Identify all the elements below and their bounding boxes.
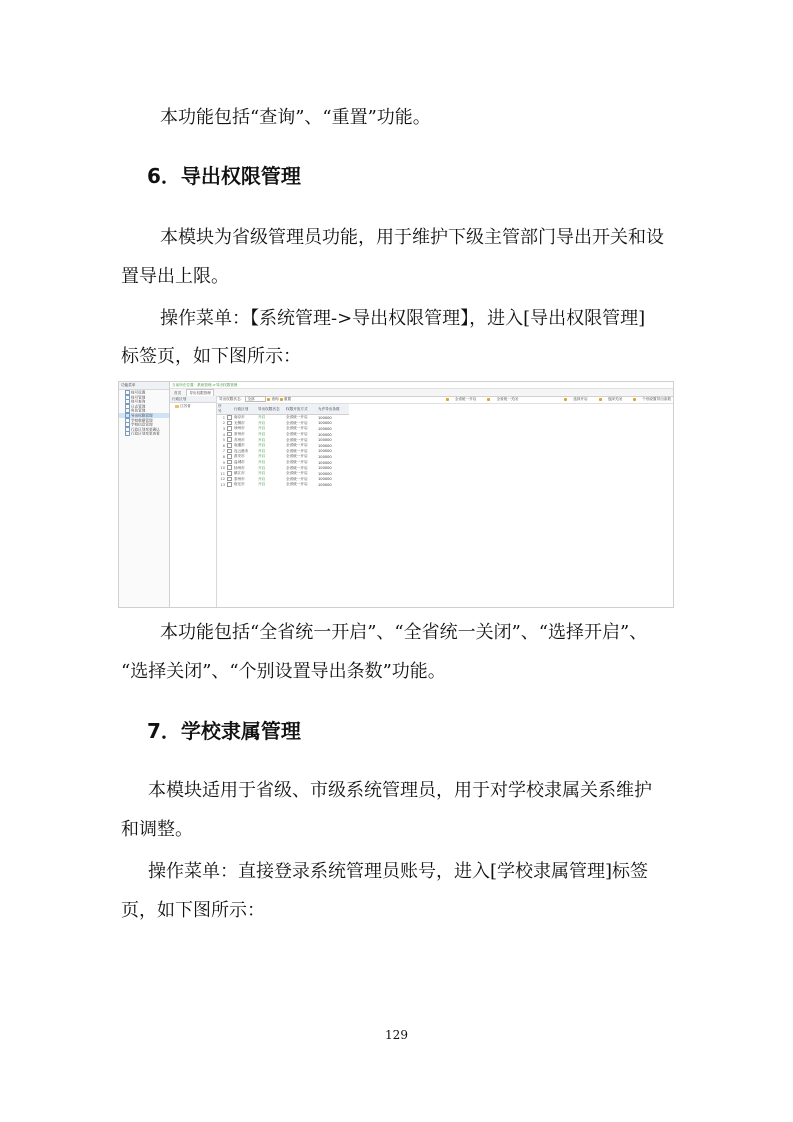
cell-mode: 全省统一开启 bbox=[286, 432, 308, 437]
sidebar-item-label: 账号查询 bbox=[131, 399, 146, 404]
cell-idx: 3 bbox=[222, 426, 225, 431]
breadcrumb: 当前所在位置：系统管理->导出权限管理 bbox=[170, 382, 673, 389]
sidebar-item-label: 行政区划变更确认 bbox=[131, 427, 160, 432]
cell-region: 常州市 bbox=[234, 432, 245, 437]
function-menu-sidebar bbox=[119, 382, 170, 607]
cell-mode: 全省统一开启 bbox=[286, 426, 308, 431]
cell-mode: 全省统一开启 bbox=[286, 476, 308, 481]
cell-limit: 100000 bbox=[318, 426, 332, 431]
section-heading-export-permission: 6．导出权限管理 bbox=[147, 164, 301, 188]
cell-status: 开启 bbox=[258, 432, 266, 437]
col-status: 导出权限状态 bbox=[257, 404, 285, 415]
cell-status: 开启 bbox=[258, 448, 266, 453]
cell-idx: 2 bbox=[222, 421, 225, 426]
cell-idx: 7 bbox=[222, 449, 225, 454]
page-number: 129 bbox=[385, 1028, 408, 1042]
all-on-button[interactable] bbox=[441, 397, 477, 401]
cell-region: 连云港市 bbox=[234, 448, 249, 453]
status-filter-select[interactable]: 全部 bbox=[245, 396, 266, 402]
cell-status: 开启 bbox=[258, 454, 266, 459]
select-on-label: 选择开启 bbox=[573, 397, 588, 401]
tree-header: 行政区划 bbox=[170, 396, 216, 403]
cell-status: 开启 bbox=[258, 460, 266, 465]
cell-mode: 全省统一开启 bbox=[286, 454, 308, 459]
cell-region: 南京市 bbox=[234, 415, 245, 420]
cell-limit: 100000 bbox=[318, 466, 332, 471]
filter-label: 导出权限状态： bbox=[219, 397, 245, 401]
paragraph-school-menu-line1: 操作菜单：直接登录系统管理员账号，进入[学校隶属管理]标签 bbox=[148, 861, 649, 882]
sidebar-item[interactable] bbox=[119, 431, 169, 436]
paragraph-query-reset: 本功能包括“查询”、“重置”功能。 bbox=[160, 107, 431, 128]
tab-export-permission[interactable]: 导出权限管理 bbox=[186, 389, 214, 397]
paragraph-school-desc-line1: 本模块适用于省级、市级系统管理员，用于对学校隶属关系维护 bbox=[148, 780, 652, 801]
select-on-button[interactable] bbox=[559, 397, 587, 401]
cell-status: 开启 bbox=[258, 471, 266, 476]
paragraph-module-desc-line1: 本模块为省级管理员功能，用于维护下级主管部门导出开关和设 bbox=[160, 227, 664, 248]
select-off-label: 选择关闭 bbox=[607, 397, 623, 401]
cell-status: 开启 bbox=[258, 437, 266, 442]
enable-icon bbox=[446, 398, 449, 401]
cell-limit: 100000 bbox=[318, 443, 332, 448]
set-count-label: 个别设置导出条数 bbox=[642, 397, 671, 401]
sidebar-item-label: 账号管理 bbox=[131, 395, 146, 400]
col-mode: 权限开放方式 bbox=[285, 404, 317, 415]
cell-region: 宿迁市 bbox=[234, 482, 245, 487]
cell-mode: 全省统一开启 bbox=[286, 443, 308, 448]
reset-label: 重置 bbox=[283, 397, 291, 401]
all-off-button[interactable] bbox=[482, 397, 518, 401]
cell-region: 盐城市 bbox=[234, 460, 245, 465]
embedded-screenshot bbox=[118, 381, 674, 608]
sidebar-item-label: 学校数据管理 bbox=[131, 418, 153, 423]
cell-idx: 9 bbox=[222, 460, 225, 465]
cell-idx: 12 bbox=[220, 477, 225, 482]
tab-home[interactable]: 首页 bbox=[174, 391, 182, 395]
query-label: 查询 bbox=[271, 397, 279, 401]
cell-region: 无锡市 bbox=[234, 420, 245, 425]
cell-region: 南通市 bbox=[234, 443, 245, 448]
permission-grid bbox=[217, 396, 673, 607]
cell-region: 淮安市 bbox=[234, 454, 245, 459]
sidebar-item-label: 行政区划变更查看 bbox=[131, 431, 160, 436]
row-checkbox[interactable] bbox=[226, 482, 233, 488]
cell-limit: 100000 bbox=[318, 432, 332, 437]
cell-status: 开启 bbox=[258, 420, 266, 425]
paragraph-menu-path-line1: 操作菜单：【系统管理->导出权限管理】，进入[导出权限管理] bbox=[160, 308, 646, 329]
cell-status: 开启 bbox=[258, 465, 266, 470]
settings-icon bbox=[633, 398, 636, 401]
permission-table bbox=[217, 404, 349, 488]
cell-mode: 全省统一开启 bbox=[286, 482, 308, 487]
cell-idx: 11 bbox=[220, 471, 225, 476]
paragraph-module-desc-line2: 置导出上限。 bbox=[121, 266, 229, 287]
table-header-row bbox=[217, 404, 349, 415]
reset-icon bbox=[280, 398, 283, 401]
cell-status: 开启 bbox=[258, 443, 266, 448]
toolbar-actions bbox=[436, 396, 671, 403]
sidebar-item-label: 日志管理 bbox=[131, 404, 146, 409]
cell-idx: 10 bbox=[220, 466, 225, 471]
cell-limit: 100000 bbox=[318, 454, 332, 459]
select-off-button[interactable] bbox=[594, 397, 622, 401]
paragraph-school-desc-line2: 和调整。 bbox=[121, 819, 193, 840]
cell-idx: 8 bbox=[222, 454, 225, 459]
query-button[interactable] bbox=[267, 397, 278, 401]
grid-toolbar bbox=[217, 396, 673, 404]
col-region: 行政区划 bbox=[233, 404, 257, 415]
cell-idx: 13 bbox=[220, 482, 225, 487]
col-index: 序号 bbox=[217, 404, 226, 415]
main-panel bbox=[170, 382, 673, 607]
cell-limit: 100000 bbox=[318, 482, 332, 487]
sidebar-item-label: 角色管理 bbox=[131, 408, 146, 413]
menu-item-icon bbox=[125, 431, 130, 436]
disable-icon bbox=[599, 398, 602, 401]
tree-node-label: 江苏省 bbox=[180, 404, 191, 408]
cell-mode: 全省统一开启 bbox=[286, 471, 308, 476]
set-count-button[interactable] bbox=[628, 397, 671, 401]
reset-button[interactable] bbox=[280, 397, 291, 401]
paragraph-features-line1: 本功能包括“全省统一开启”、“全省统一关闭”、“选择开启”、 bbox=[160, 622, 648, 643]
cell-region: 扬州市 bbox=[234, 465, 245, 470]
cell-limit: 100000 bbox=[318, 460, 332, 465]
paragraph-school-menu-line2: 页，如下图所示： bbox=[121, 900, 265, 921]
cell-limit: 100000 bbox=[318, 471, 332, 476]
section-heading-school-affiliation: 7．学校隶属管理 bbox=[147, 719, 301, 743]
cell-idx: 4 bbox=[222, 432, 225, 437]
cell-mode: 全省统一开启 bbox=[286, 420, 308, 425]
cell-status: 开启 bbox=[258, 482, 266, 487]
paragraph-menu-path-line2: 标签页，如下图所示： bbox=[121, 346, 301, 367]
cell-mode: 全省统一开启 bbox=[286, 437, 308, 442]
cell-mode: 全省统一开启 bbox=[286, 415, 308, 420]
sidebar-item-label: 账号设置 bbox=[131, 390, 146, 395]
cell-limit: 100000 bbox=[318, 449, 332, 454]
all-off-label: 全省统一关闭 bbox=[496, 397, 519, 401]
col-checkbox[interactable] bbox=[226, 404, 233, 415]
cell-limit: 100000 bbox=[318, 477, 332, 482]
cell-region: 镇江市 bbox=[234, 471, 245, 476]
cell-region: 苏州市 bbox=[234, 437, 245, 442]
disable-icon bbox=[487, 398, 490, 401]
cell-limit: 100000 bbox=[318, 415, 332, 420]
folder-icon bbox=[175, 405, 179, 408]
paragraph-features-line2: “选择关闭”、“个别设置导出条数”功能。 bbox=[121, 661, 446, 682]
cell-region: 泰州市 bbox=[234, 476, 245, 481]
cell-status: 开启 bbox=[258, 415, 266, 420]
table-row[interactable] bbox=[217, 482, 349, 488]
cell-mode: 全省统一开启 bbox=[286, 448, 308, 453]
cell-idx: 6 bbox=[222, 443, 225, 448]
tree-node-root[interactable] bbox=[170, 403, 216, 409]
cell-limit: 100000 bbox=[318, 438, 332, 443]
cell-status: 开启 bbox=[258, 476, 266, 481]
cell-region: 徐州市 bbox=[234, 426, 245, 431]
col-limit: 允许导出条数 bbox=[317, 404, 349, 415]
sidebar-title: 功能菜单 bbox=[119, 382, 169, 390]
cell-mode: 全省统一开启 bbox=[286, 460, 308, 465]
cell-idx: 5 bbox=[222, 438, 225, 443]
enable-icon bbox=[564, 398, 567, 401]
cell-mode: 全省统一开启 bbox=[286, 465, 308, 470]
cell-idx: 1 bbox=[222, 415, 225, 420]
sidebar-item-label: 导出权限管理 bbox=[131, 413, 153, 418]
sidebar-item-label: 学校信息管理 bbox=[131, 422, 153, 427]
cell-limit: 100000 bbox=[318, 421, 332, 426]
region-tree bbox=[170, 396, 217, 607]
cell-status: 开启 bbox=[258, 426, 266, 431]
all-on-label: 全省统一开启 bbox=[454, 397, 477, 401]
